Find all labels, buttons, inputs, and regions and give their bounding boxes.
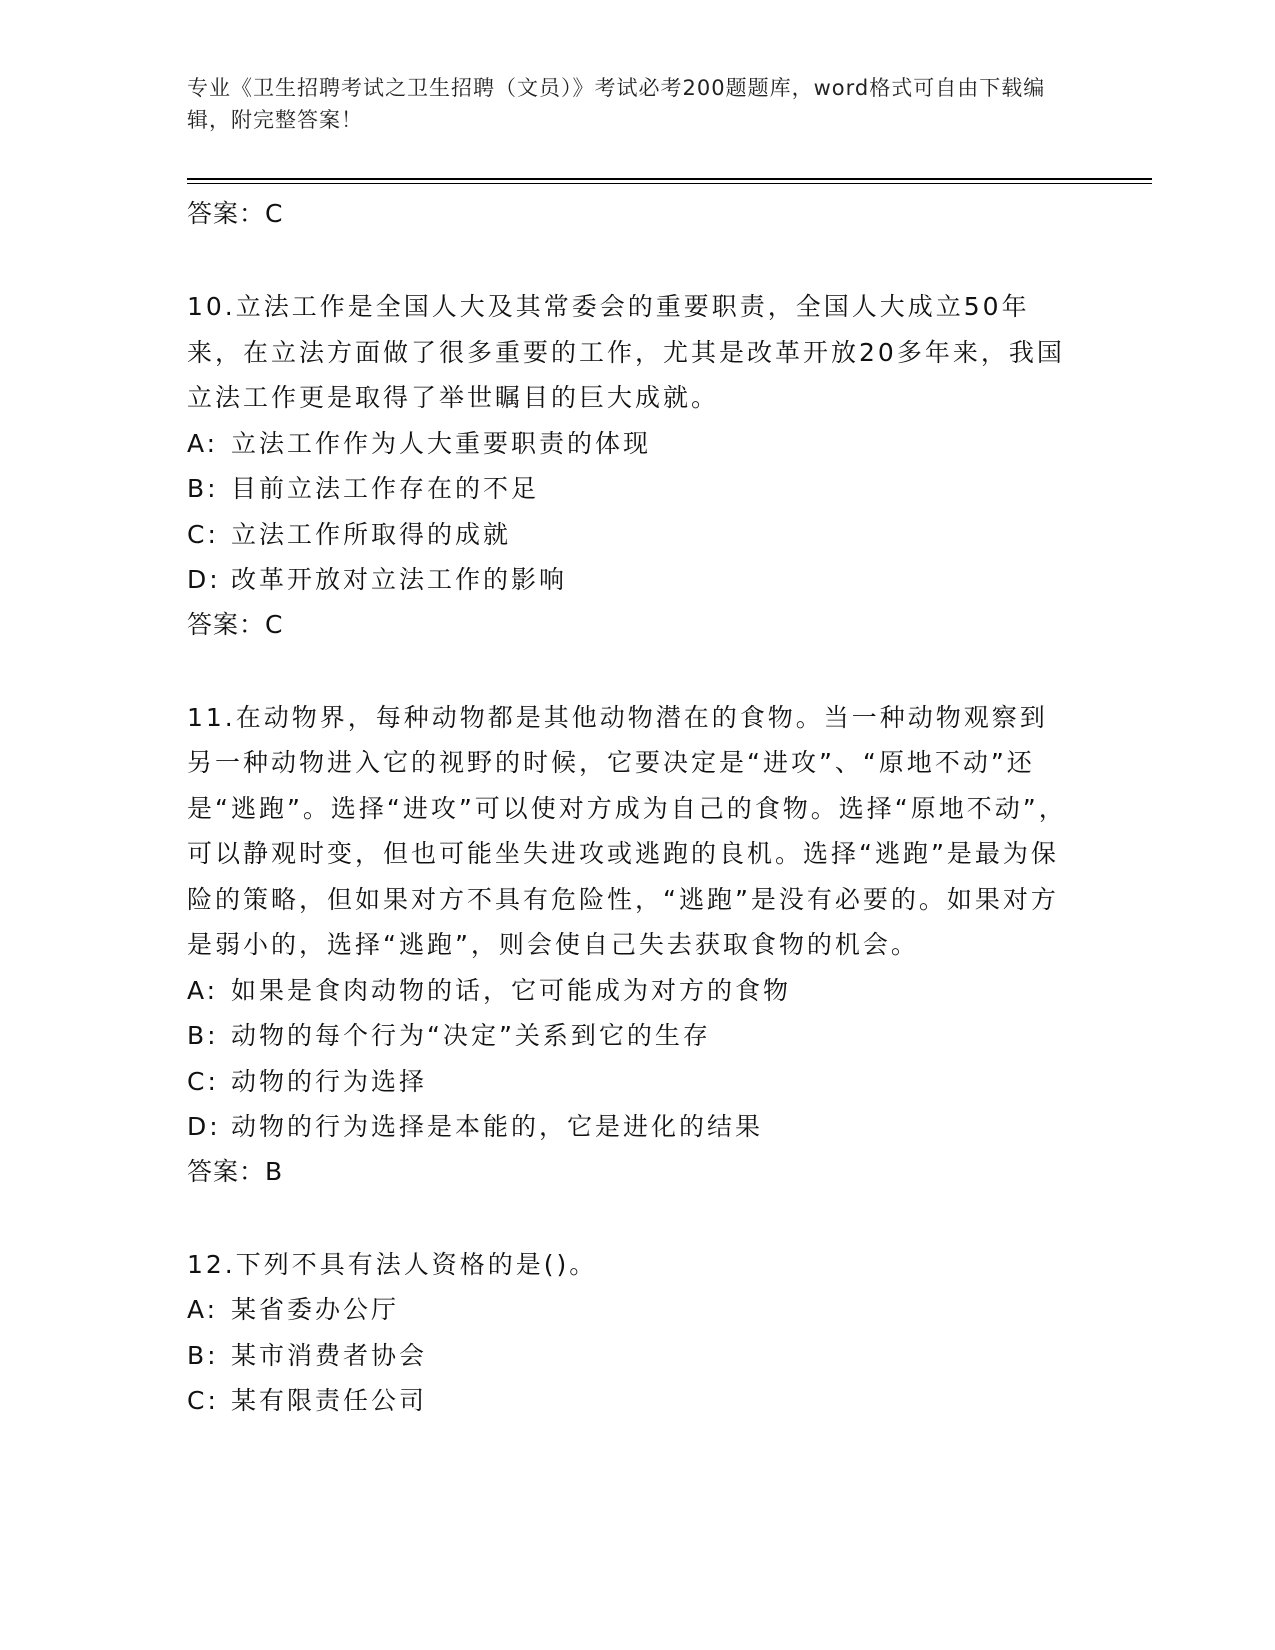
option-text: 如果是食肉动物的话，它可能成为对方的食物 (231, 975, 792, 1005)
option-key: C: (187, 1066, 219, 1096)
question-number: 10. (187, 292, 236, 321)
question-body: 下列不具有法人资格的是()。 (235, 1249, 598, 1279)
option-a (187, 968, 1067, 1014)
option-d (187, 557, 1067, 603)
option-key: C: (187, 519, 219, 549)
header-divider-thin (187, 183, 1152, 184)
option-key: C: (187, 1386, 219, 1415)
question-number: 11. (187, 702, 236, 732)
answer-value: B (265, 1156, 284, 1186)
answer-label: 答案： (187, 199, 266, 228)
option-text: 某市消费者协会 (231, 1340, 428, 1370)
answer-line (187, 603, 1067, 647)
option-a (187, 1287, 1067, 1333)
option-b (187, 1013, 1067, 1059)
option-key: D: (187, 565, 221, 594)
answer-value: C (265, 199, 284, 228)
option-key: B: (187, 474, 219, 503)
option-d (187, 1104, 1067, 1150)
question-text (187, 284, 1067, 421)
option-text: 动物的行为选择 (231, 1066, 428, 1096)
question-12 (187, 1242, 1067, 1424)
option-text: 某省委办公厅 (231, 1295, 400, 1324)
option-text: 立法工作所取得的成就 (231, 519, 512, 549)
option-key: A: (187, 1295, 219, 1324)
answer-label: 答案： (187, 609, 266, 639)
option-text: 某有限责任公司 (231, 1386, 428, 1415)
answer-line (187, 1150, 1067, 1194)
option-b (187, 1333, 1067, 1379)
question-10 (187, 284, 1067, 647)
question-text (187, 695, 1067, 968)
option-c (187, 512, 1067, 558)
option-b (187, 466, 1067, 512)
option-text: 立法工作作为人大重要职责的体现 (231, 428, 652, 458)
answer-label: 答案： (187, 1156, 266, 1186)
answer-value: C (265, 609, 284, 639)
option-text: 目前立法工作存在的不足 (231, 474, 540, 503)
option-key: A: (187, 428, 219, 458)
option-key: B: (187, 1340, 219, 1370)
question-11 (187, 695, 1067, 1194)
question-body: 立法工作是全国人大及其常委会的重要职责，全国人大成立50年来，在立法方面做了很多重要的工作，尤其是改革开放20多年来，我国立法工作更是取得了举世瞩目的巨大成就。 (187, 292, 1065, 412)
option-text: 动物的行为选择是本能的，它是进化的结果 (231, 1112, 764, 1141)
option-key: A: (187, 975, 219, 1005)
question-number: 12. (187, 1249, 236, 1279)
option-text: 改革开放对立法工作的影响 (231, 565, 568, 594)
option-c (187, 1378, 1067, 1424)
question-text (187, 1242, 1067, 1288)
page-header: 专业《卫生招聘考试之卫生招聘（文员）》考试必考200题题库，word格式可自由下载编辑，附完整答案！ (187, 76, 1046, 132)
header-divider-thick (187, 178, 1152, 180)
option-a (187, 421, 1067, 467)
answer-line (187, 192, 1067, 236)
option-text: 动物的每个行为“决定”关系到它的生存 (231, 1021, 711, 1050)
question-body: 在动物界，每种动物都是其他动物潜在的食物。当一种动物观察到另一种动物进入它的视野的时候，它要决定是“进攻”、“原地不动”还是“逃跑”。选择“进攻”可以使对方成为自己的食物。选择“原地不动”，可以静观时变，但也可能坐失进攻或逃跑的良机。选择“逃跑”是最为保险的策略，但如果对方不具有危险性，“逃跑”是没有必要的。如果对方是弱小的，选择“逃跑”，则会使自己失去获取食物的机会。 (187, 702, 1067, 959)
question-list (187, 190, 1067, 1424)
option-c (187, 1059, 1067, 1105)
option-key: D: (187, 1112, 221, 1141)
option-key: B: (187, 1021, 219, 1050)
